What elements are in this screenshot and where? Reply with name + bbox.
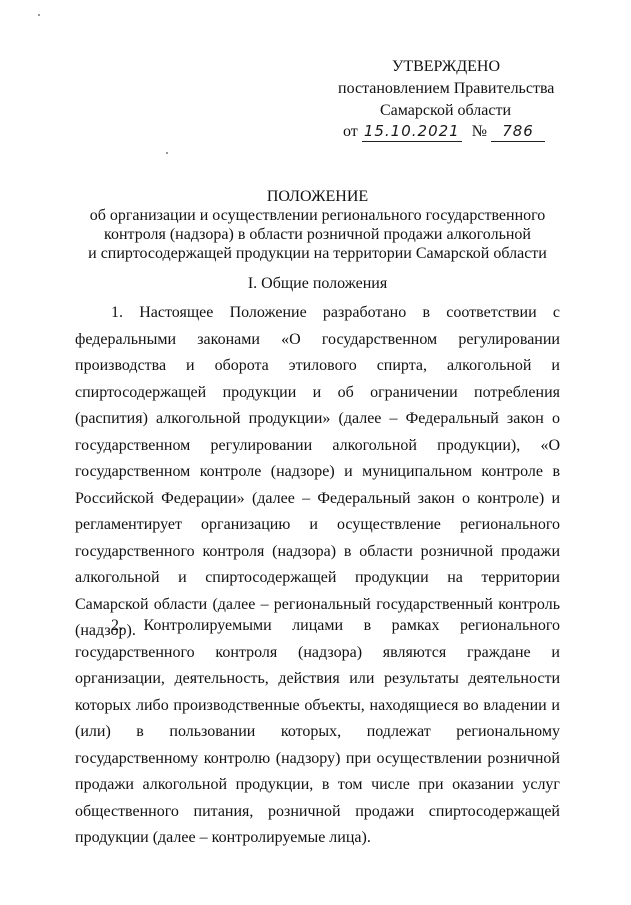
approval-by-line: постановлением Правительства (338, 80, 555, 97)
scan-speck (166, 152, 168, 154)
document-title-block (60, 187, 575, 263)
paragraph-1-text: 1. Настоящее Положение разработано в соответствии с федеральными законами «О государственном регулировании производства и оборота этилового спирта, алкогольной и спиртосодержащей продукции и об ограничении потребления (распития) алкогольной продукции» (далее – Федеральный закон о государственном регулировании алкогольной продукции), «О государственном контроле (надзоре) и муниципальном контроле в Российской Федерации» (далее – Федеральный закон о контроле) и регламентирует организацию и осуществление регионального государственного контроля (надзора) в области розничной продажи алкогольной и спиртосодержащей продукции на территории Самарской области (далее – региональный государственный контроль (надзор). (75, 304, 560, 639)
paragraph-2-text: 2. Контролируемыми лицами в рамках регионального государственного контроля (надзора) являются граждане и организации, деятельность, действия или результаты деятельности которых либо производственные объекты, находящиеся во владении и (или) в пользовании которых, подлежат региональному государственному контролю (надзору) при осуществлении розничной продажи алкогольной продукции, в том числе при оказании услуг общественного питания, розничной продажи спиртосодержащей продукции (далее – контролируемые лица). (75, 617, 560, 846)
handwritten-date: 15.10.2021 (363, 122, 460, 140)
date-field (362, 122, 462, 142)
paragraph-1 (75, 300, 560, 645)
approval-region: Самарской области (380, 102, 511, 119)
number-sign: № (471, 123, 488, 140)
document-title: ПОЛОЖЕНИЕ (266, 188, 369, 205)
paragraph-2 (75, 613, 560, 852)
date-prefix: от (343, 123, 358, 140)
section-heading: I. Общие положения (247, 275, 388, 292)
approval-heading: УТВЕРЖДЕНО (392, 58, 501, 75)
handwritten-number: 786 (502, 122, 534, 140)
approval-date-number-line (343, 122, 545, 142)
document-subtitle-line-2: контроля (надзора) в области розничной продажи алкогольной (104, 226, 531, 243)
document-subtitle-line-3: и спиртосодержащей продукции на территории Самарской области (88, 245, 547, 262)
number-field (491, 122, 545, 142)
scan-speck (38, 14, 40, 16)
document-subtitle-line-1: об организации и осуществлении регионального государственного (89, 207, 546, 224)
